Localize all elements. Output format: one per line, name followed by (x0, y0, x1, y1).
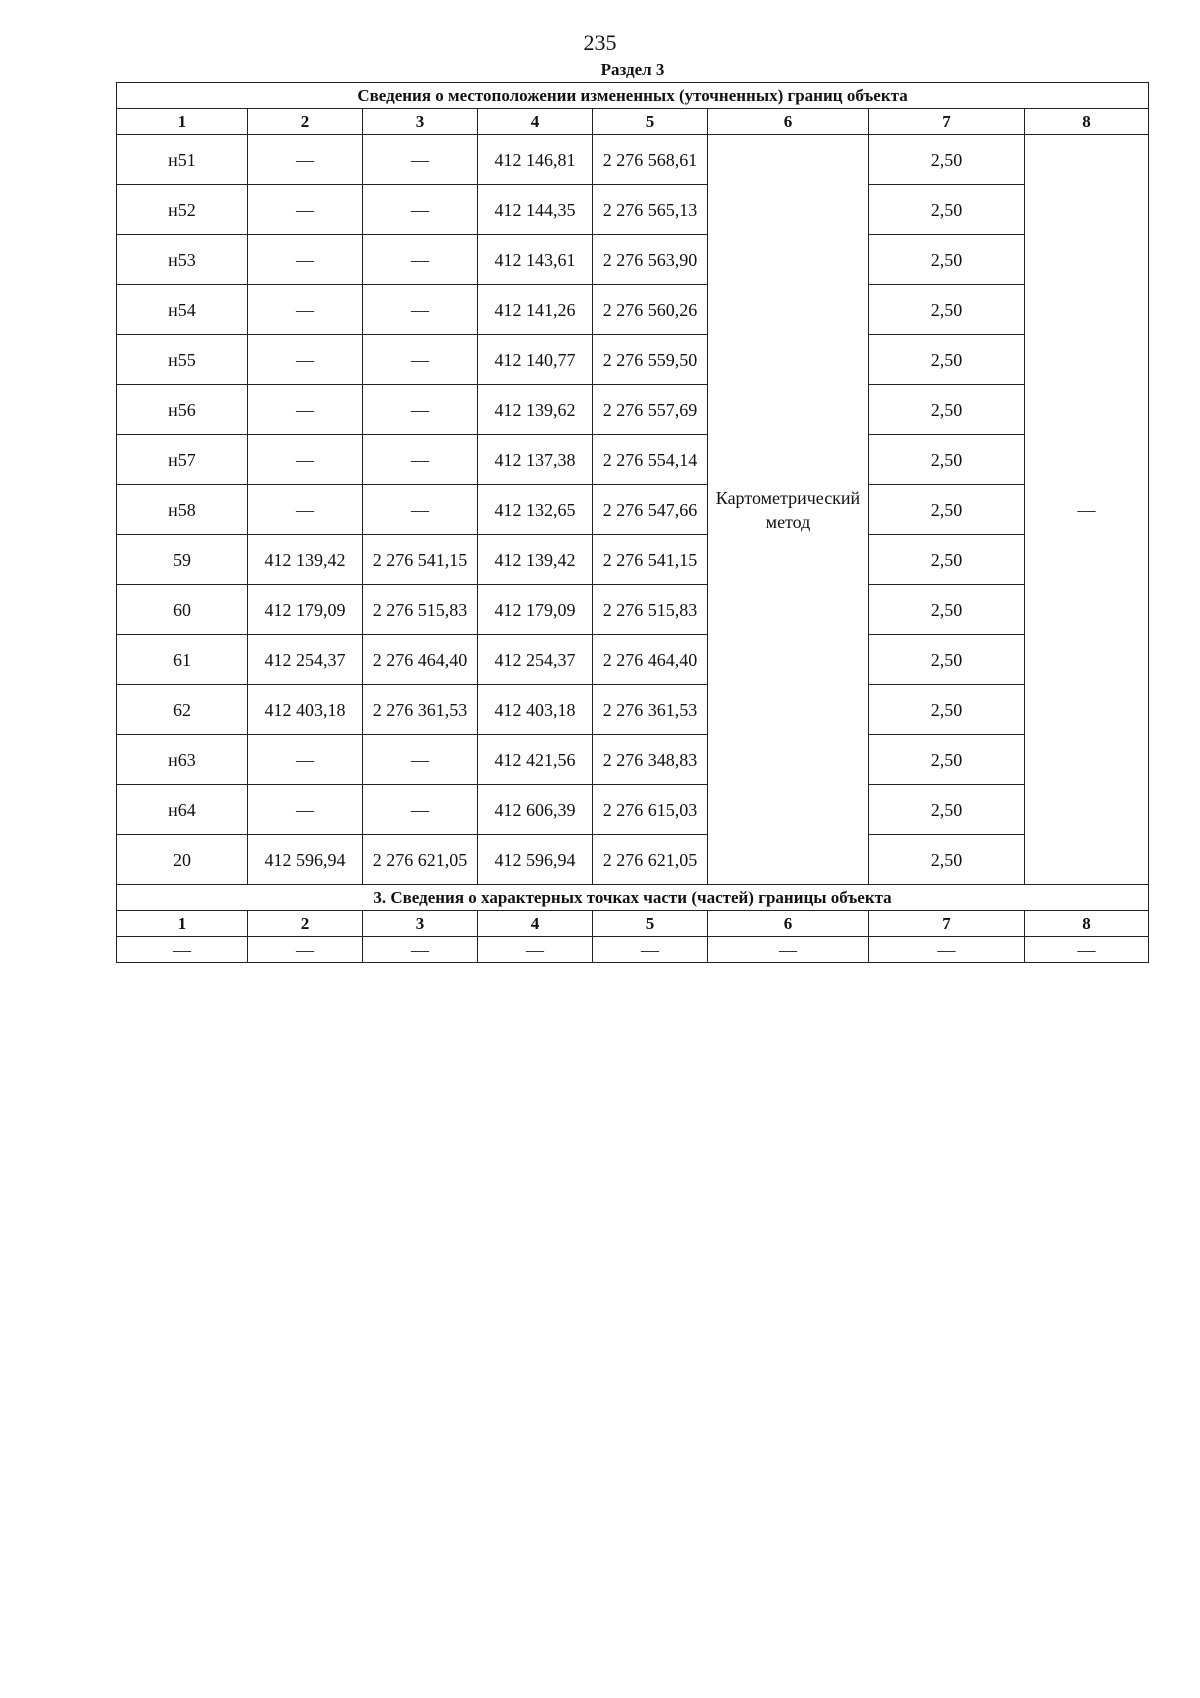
y-old-cell: — (363, 735, 478, 785)
x-old-cell: — (248, 185, 363, 235)
y-old-cell: — (363, 135, 478, 185)
table-row (117, 285, 1149, 335)
table-row (117, 435, 1149, 485)
x-new-cell: 412 137,38 (478, 435, 593, 485)
point-number-cell: н53 (117, 235, 248, 285)
y-old-cell: — (363, 185, 478, 235)
point-number-cell: н51 (117, 135, 248, 185)
column-number: 5 (593, 109, 708, 135)
y-new-cell: 2 276 621,05 (593, 835, 708, 885)
y-new-cell: 2 276 568,61 (593, 135, 708, 185)
point-number-cell: 20 (117, 835, 248, 885)
column-number: 5 (593, 911, 708, 937)
column-number: 1 (117, 911, 248, 937)
y-new-cell: 2 276 541,15 (593, 535, 708, 585)
x-new-cell: 412 141,26 (478, 285, 593, 335)
table2-column-numbers (117, 911, 1149, 937)
point-number-cell: н55 (117, 335, 248, 385)
accuracy-cell: 2,50 (869, 135, 1025, 185)
x-new-cell: 412 421,56 (478, 735, 593, 785)
table-row (117, 135, 1149, 185)
y-old-cell: — (363, 235, 478, 285)
table-row (117, 635, 1149, 685)
accuracy-cell: 2,50 (869, 485, 1025, 535)
x-new-cell: 412 179,09 (478, 585, 593, 635)
y-old-cell: — (363, 435, 478, 485)
y-new-cell: 2 276 557,69 (593, 385, 708, 435)
y-old-cell: 2 276 515,83 (363, 585, 478, 635)
y-new-cell: 2 276 559,50 (593, 335, 708, 385)
y-old-cell: 2 276 541,15 (363, 535, 478, 585)
y-old-cell: — (363, 385, 478, 435)
point-number-cell: 59 (117, 535, 248, 585)
column8-cell: — (1025, 135, 1149, 885)
x-old-cell: — (248, 235, 363, 285)
table-cell: — (869, 937, 1025, 963)
table-row (117, 835, 1149, 885)
x-new-cell: 412 140,77 (478, 335, 593, 385)
table1-column-numbers (117, 109, 1149, 135)
point-number-cell: 61 (117, 635, 248, 685)
x-old-cell: — (248, 735, 363, 785)
column-number: 1 (117, 109, 248, 135)
column-number: 6 (708, 911, 869, 937)
x-old-cell: — (248, 785, 363, 835)
accuracy-cell: 2,50 (869, 835, 1025, 885)
accuracy-cell: 2,50 (869, 785, 1025, 835)
accuracy-cell: 2,50 (869, 235, 1025, 285)
table-cell: — (478, 937, 593, 963)
x-new-cell: 412 606,39 (478, 785, 593, 835)
accuracy-cell: 2,50 (869, 435, 1025, 485)
table2-title: 3. Сведения о характерных точках части (частей) границы объекта (117, 885, 1149, 911)
x-old-cell: 412 596,94 (248, 835, 363, 885)
accuracy-cell: 2,50 (869, 735, 1025, 785)
x-old-cell: 412 403,18 (248, 685, 363, 735)
table-cell: — (708, 937, 869, 963)
x-old-cell: 412 139,42 (248, 535, 363, 585)
y-new-cell: 2 276 547,66 (593, 485, 708, 535)
y-old-cell: — (363, 485, 478, 535)
y-old-cell: 2 276 361,53 (363, 685, 478, 735)
point-number-cell: 60 (117, 585, 248, 635)
table-row (117, 735, 1149, 785)
x-old-cell: — (248, 435, 363, 485)
point-number-cell: н63 (117, 735, 248, 785)
x-new-cell: 412 146,81 (478, 135, 593, 185)
column-number: 2 (248, 911, 363, 937)
point-number-cell: н64 (117, 785, 248, 835)
accuracy-cell: 2,50 (869, 285, 1025, 335)
table-row (117, 585, 1149, 635)
point-number-cell: н52 (117, 185, 248, 235)
y-new-cell: 2 276 348,83 (593, 735, 708, 785)
column-number: 3 (363, 109, 478, 135)
x-old-cell: 412 179,09 (248, 585, 363, 635)
accuracy-cell: 2,50 (869, 635, 1025, 685)
x-old-cell: 412 254,37 (248, 635, 363, 685)
table-row (117, 485, 1149, 535)
x-new-cell: 412 254,37 (478, 635, 593, 685)
column-number: 3 (363, 911, 478, 937)
column-number: 8 (1025, 109, 1149, 135)
x-old-cell: — (248, 485, 363, 535)
x-new-cell: 412 139,62 (478, 385, 593, 435)
x-new-cell: 412 143,61 (478, 235, 593, 285)
y-new-cell: 2 276 515,83 (593, 585, 708, 635)
x-old-cell: — (248, 285, 363, 335)
accuracy-cell: 2,50 (869, 185, 1025, 235)
column-number: 7 (869, 911, 1025, 937)
column-number: 6 (708, 109, 869, 135)
x-new-cell: 412 132,65 (478, 485, 593, 535)
accuracy-cell: 2,50 (869, 385, 1025, 435)
accuracy-cell: 2,50 (869, 535, 1025, 585)
column-number: 4 (478, 109, 593, 135)
y-new-cell: 2 276 361,53 (593, 685, 708, 735)
method-cell: Картометрический метод (708, 135, 869, 885)
x-new-cell: 412 139,42 (478, 535, 593, 585)
table-row (117, 185, 1149, 235)
x-new-cell: 412 596,94 (478, 835, 593, 885)
table-row (117, 535, 1149, 585)
column-number: 2 (248, 109, 363, 135)
x-new-cell: 412 144,35 (478, 185, 593, 235)
x-new-cell: 412 403,18 (478, 685, 593, 735)
y-new-cell: 2 276 554,14 (593, 435, 708, 485)
x-old-cell: — (248, 335, 363, 385)
y-new-cell: 2 276 563,90 (593, 235, 708, 285)
y-new-cell: 2 276 565,13 (593, 185, 708, 235)
accuracy-cell: 2,50 (869, 685, 1025, 735)
x-old-cell: — (248, 385, 363, 435)
point-number-cell: н56 (117, 385, 248, 435)
table-cell: — (1025, 937, 1149, 963)
y-new-cell: 2 276 560,26 (593, 285, 708, 335)
y-old-cell: 2 276 464,40 (363, 635, 478, 685)
column-number: 4 (478, 911, 593, 937)
y-new-cell: 2 276 464,40 (593, 635, 708, 685)
accuracy-cell: 2,50 (869, 335, 1025, 385)
column-number: 8 (1025, 911, 1149, 937)
table-row (117, 685, 1149, 735)
table-row (117, 235, 1149, 285)
table-row (117, 335, 1149, 385)
table-cell: — (117, 937, 248, 963)
point-number-cell: н58 (117, 485, 248, 535)
section-label: Раздел 3 (600, 60, 665, 79)
y-old-cell: — (363, 285, 478, 335)
table-cell: — (593, 937, 708, 963)
boundary-points-table (116, 82, 1149, 963)
column-number: 7 (869, 109, 1025, 135)
page-number: 235 (583, 30, 617, 55)
table-row (117, 385, 1149, 435)
y-old-cell: 2 276 621,05 (363, 835, 478, 885)
y-new-cell: 2 276 615,03 (593, 785, 708, 835)
table2-row (117, 937, 1149, 963)
point-number-cell: н57 (117, 435, 248, 485)
table-cell: — (363, 937, 478, 963)
table-row (117, 785, 1149, 835)
accuracy-cell: 2,50 (869, 585, 1025, 635)
x-old-cell: — (248, 135, 363, 185)
point-number-cell: н54 (117, 285, 248, 335)
point-number-cell: 62 (117, 685, 248, 735)
y-old-cell: — (363, 785, 478, 835)
y-old-cell: — (363, 335, 478, 385)
table-cell: — (248, 937, 363, 963)
table1-title: Сведения о местоположении измененных (уточненных) границ объекта (117, 83, 1149, 109)
